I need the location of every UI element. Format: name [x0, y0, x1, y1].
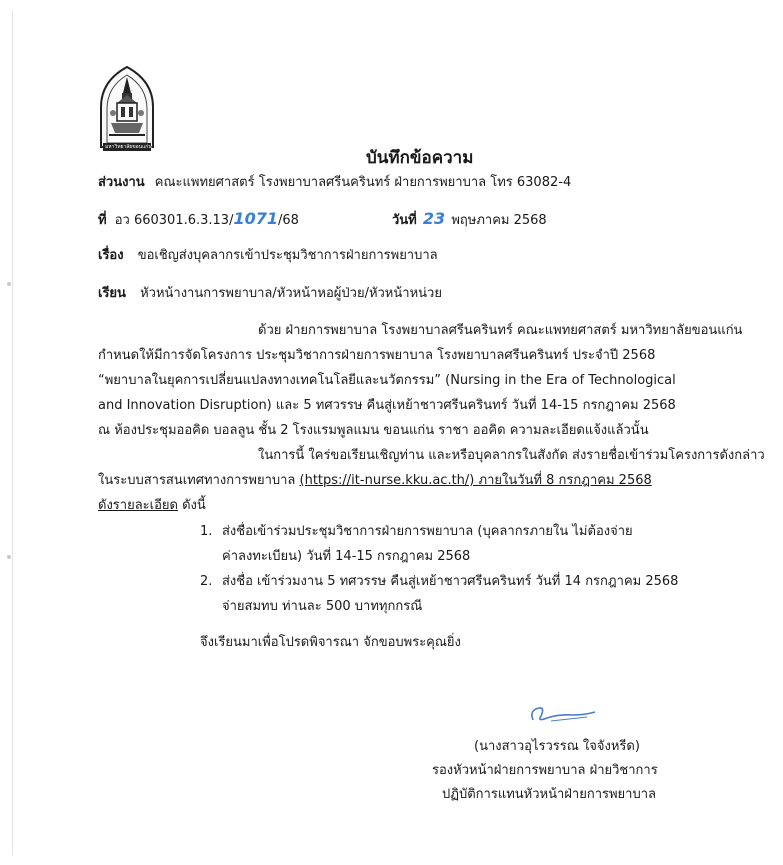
punch-mark	[7, 282, 11, 286]
department-label: ส่วนงาน	[98, 175, 145, 190]
system-text: ในระบบสารสนเทศทางการพยาบาล	[98, 473, 300, 488]
list-item-number: 2.	[200, 574, 213, 589]
body-paragraph-line	[98, 472, 652, 490]
body-paragraph-line: กำหนดให้มีการจัดโครงการ ประชุมวิชาการฝ่ายการพยาบาล โรงพยาบาลศรีนครินทร์ ประจำปี 2568	[98, 348, 656, 363]
date-day-handwritten: 23	[422, 209, 446, 228]
body-paragraph-line	[98, 497, 206, 515]
recipient-row	[98, 285, 442, 303]
date-month-year: พฤษภาคม 2568	[451, 213, 547, 228]
details-rest: ดังนี้	[177, 498, 206, 513]
subject-row	[98, 247, 438, 265]
closing-text: จึงเรียนมาเพื่อโปรดพิจารณา จักขอบพระคุณยิ่ง	[200, 635, 461, 650]
reference-label: ที่	[98, 213, 107, 228]
recipient-value: หัวหน้างานการพยาบาล/หัวหน้าหอผู้ป่วย/หัวหน้าหน่วย	[140, 286, 442, 301]
details-underlined: ดังรายละเอียด	[98, 498, 178, 513]
reference-prefix: อว 660301.6.3.13/	[114, 213, 234, 228]
emblem-caption: มหาวิทยาลัยขอนแก่น	[105, 144, 152, 150]
reference-row	[98, 210, 299, 230]
university-emblem	[93, 63, 161, 155]
recipient-label: เรียน	[98, 286, 126, 301]
subject-label: เรื่อง	[98, 248, 124, 263]
punch-mark	[7, 555, 11, 559]
date-label: วันที่	[392, 213, 417, 228]
department-row	[98, 174, 571, 192]
body-paragraph-line: “พยาบาลในยุคการเปลี่ยนแปลงทางเทคโนโลยีและนวัตกรรม” (Nursing in the Era of Technological	[98, 373, 676, 388]
body-paragraph-line: ณ ห้องประชุมออคิด บอลลูน ชั้น 2 โรงแรมพูลแมน ขอนแก่น ราชา ออคิด ความละเอียดแจ้งแล้วนั้น	[98, 423, 649, 438]
body-paragraph-line: ด้วย ฝ่ายการพยาบาล โรงพยาบาลศรีนครินทร์ คณะแพทยศาสตร์ มหาวิทยาลัยขอนแก่น	[258, 323, 743, 338]
signatory-name: (นางสาวอุไรวรรณ ใจจังหรีด)	[474, 739, 640, 754]
list-item-line: จ่ายสมทบ ท่านละ 500 บาททุกกรณี	[222, 599, 423, 614]
handwritten-signature	[525, 700, 600, 730]
list-item-line: ส่งชื่อเข้าร่วมประชุมวิชาการฝ่ายการพยาบาล (บุคลากรภายใน ไม่ต้องจ่าย	[222, 524, 633, 539]
reference-number-handwritten: 1071	[233, 209, 278, 228]
subject-value: ขอเชิญส่งบุคลากรเข้าประชุมวิชาการฝ่ายการพยาบาล	[137, 248, 438, 263]
department-value: คณะแพทยศาสตร์ โรงพยาบาลศรีนครินทร์ ฝ่ายการพยาบาล โทร 63082-4	[154, 175, 572, 190]
body-paragraph-line: ในการนี้ ใคร่ขอเรียนเชิญท่าน และหรือบุคลากรในสังกัด ส่งรายชื่อเข้าร่วมโครงการดังกล่าว	[258, 448, 765, 463]
reference-suffix: /68	[277, 213, 299, 228]
list-item-line: ส่งชื่อ เข้าร่วมงาน 5 ทศวรรษ คืนสู่เหย้าชาวศรีนครินทร์ วันที่ 14 กรกฎาคม 2568	[222, 574, 679, 589]
memo-title: บันทึกข้อความ	[366, 148, 474, 168]
body-paragraph-line: and Innovation Disruption) และ 5 ทศวรรษ คืนสู่เหย้าชาวศรีนครินทร์ วันที่ 14-15 กรกฎาคม 2568	[98, 398, 676, 413]
it-nurse-link[interactable]: (https://it-nurse.kku.ac.th/) ภายในวันที่ 8 กรกฎาคม 2568	[299, 473, 652, 488]
signatory-position: รองหัวหน้าฝ่ายการพยาบาล ฝ่ายวิชาการ	[432, 763, 658, 778]
scan-edge-line	[12, 10, 13, 855]
date-row	[392, 210, 547, 230]
list-item-line: ค่าลงทะเบียน) วันที่ 14-15 กรกฎาคม 2568	[222, 549, 471, 564]
signatory-acting-position: ปฏิบัติการแทนหัวหน้าฝ่ายการพยาบาล	[442, 787, 656, 802]
list-item-number: 1.	[200, 524, 213, 539]
